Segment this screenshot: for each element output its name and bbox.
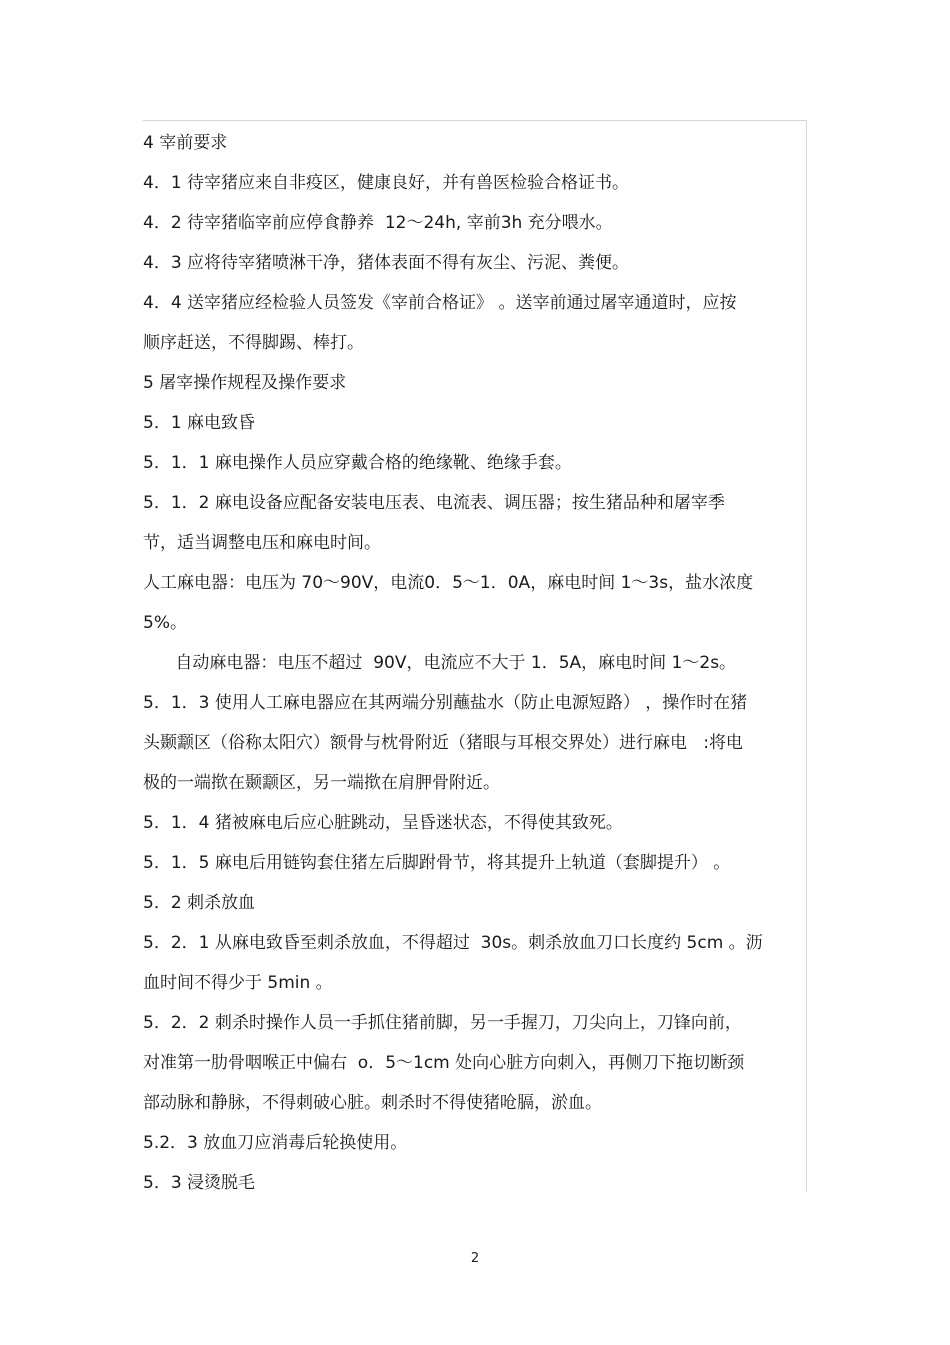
paragraph-line: 4．2 待宰猪临宰前应停食静养 12～24h, 宰前3h 充分喂水。 xyxy=(143,213,613,233)
paragraph-line: 血时间不得少于 5min 。 xyxy=(143,973,333,993)
paragraph-line: 5．1．4 猪被麻电后应心脏跳动，呈昏迷状态，不得使其致死。 xyxy=(143,813,623,833)
content-frame-top xyxy=(143,120,807,121)
paragraph-line: 对准第一肋骨咽喉正中偏右 o．5～1cm 处向心脏方向刺入，再侧刀下拖切断颈 xyxy=(143,1053,745,1073)
paragraph-line: 人工麻电器：电压为 70～90V，电流0．5～1．0A，麻电时间 1～3s，盐水浓度 xyxy=(143,573,754,593)
section-heading: 4 宰前要求 xyxy=(143,133,228,153)
content-frame-right xyxy=(806,120,807,1192)
paragraph-line: 5.2．3 放血刀应消毒后轮换使用。 xyxy=(143,1133,408,1153)
paragraph-line: 5．1．2 麻电设备应配备安装电压表、电流表、调压器；按生猪品种和屠宰季 xyxy=(143,493,725,513)
page-number: 2 xyxy=(470,1251,480,1266)
paragraph-line: 5．2．1 从麻电致昏至刺杀放血，不得超过 30s。刺杀放血刀口长度约 5cm 。沥 xyxy=(143,933,763,953)
paragraph-line: 自动麻电器：电压不超过 90V，电流应不大于 1．5A，麻电时间 1～2s。 xyxy=(143,653,737,673)
paragraph-line: 4．1 待宰猪应来自非疫区，健康良好，并有兽医检验合格证书。 xyxy=(143,173,630,193)
paragraph-line: 5．1．3 使用人工麻电器应在其两端分别蘸盐水（防止电源短路） ，操作时在猪 xyxy=(143,693,748,713)
paragraph-line: 5．1．1 麻电操作人员应穿戴合格的绝缘靴、绝缘手套。 xyxy=(143,453,572,473)
subsection-heading: 5．2 刺杀放血 xyxy=(143,893,256,913)
subsection-heading: 5．3 浸烫脱毛 xyxy=(143,1173,256,1193)
paragraph-line: 4．3 应将待宰猪喷淋干净，猪体表面不得有灰尘、污泥、粪便。 xyxy=(143,253,630,273)
paragraph-line: 顺序赶送，不得脚踢、棒打。 xyxy=(143,333,364,353)
paragraph-line: 极的一端揿在颞颥区，另一端揿在肩胛骨附近。 xyxy=(143,773,500,793)
paragraph-line: 5．1．5 麻电后用链钩套住猪左后脚跗骨节，将其提升上轨道（套脚提升） 。 xyxy=(143,853,731,873)
paragraph-line: 节，适当调整电压和麻电时间。 xyxy=(143,533,381,553)
paragraph-line: 部动脉和静脉，不得刺破心脏。刺杀时不得使猪呛膈，淤血。 xyxy=(143,1093,602,1113)
section-heading: 5 屠宰操作规程及操作要求 xyxy=(143,373,347,393)
paragraph-line: 4．4 送宰猪应经检验人员签发《宰前合格证》 。送宰前通过屠宰通道时，应按 xyxy=(143,293,737,313)
paragraph-line: 头颞颥区（俗称太阳穴）额骨与枕骨附近（猪眼与耳根交界处）进行麻电 :将电 xyxy=(143,733,743,753)
paragraph-line: 5．2．2 刺杀时操作人员一手抓住猪前脚，另一手握刀，刀尖向上，刀锋向前， xyxy=(143,1013,742,1033)
subsection-heading: 5．1 麻电致昏 xyxy=(143,413,256,433)
paragraph-line: 5%。 xyxy=(143,613,187,633)
